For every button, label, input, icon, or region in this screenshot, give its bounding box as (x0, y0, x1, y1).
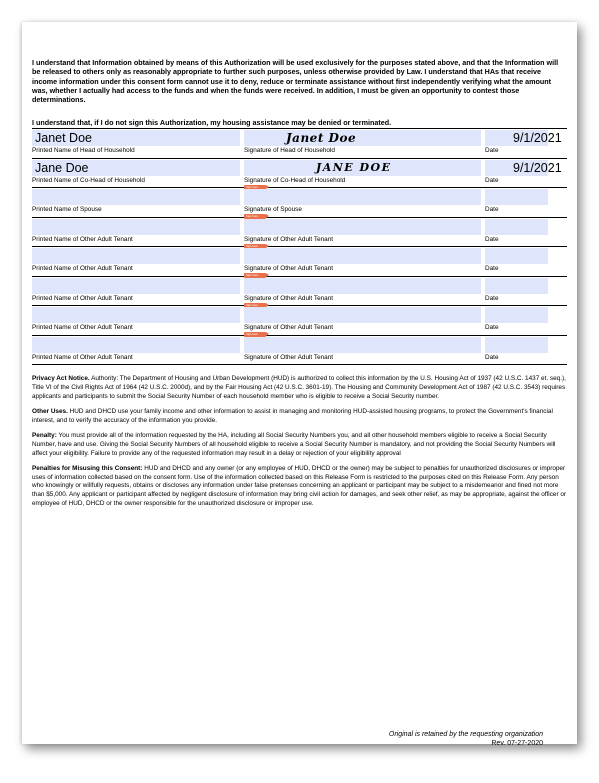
notices-section (32, 375, 567, 508)
date-field[interactable] (485, 337, 548, 353)
signature-label: Signature of Other Adult Tenant (244, 324, 334, 332)
printed-name-field[interactable] (32, 337, 240, 353)
signature-field[interactable]: Janet Doe (244, 130, 481, 146)
sign-here-flag[interactable]: Sign here (244, 185, 266, 190)
printed-name-field[interactable] (32, 248, 240, 264)
name-cell (32, 247, 240, 276)
signature-cell (244, 129, 481, 158)
signature-row (32, 218, 567, 248)
printed-name-field[interactable] (32, 189, 240, 205)
signature-label: Signature of Other Adult Tenant (244, 294, 334, 302)
name-cell (32, 129, 240, 158)
misuse-body: HUD and DHCD and any owner (or any employee of HUD, DHCD or the owner) may be subject to penalties for unauthorized disclosures or improper uses of information collected based on the consent form. Use of the information collected based on this Release Form is restricted to the purposes cited on this Release Form. Any person who knowingly or willfully requests, obtains or discloses any information under false pretenses concerning an applicant or participant may be subject to a misdemeanor and fined not more than $5,000. Any applicant or participant affected by negligent disclosure of information may bring civil action for damages, and seek other relief, as may be appropriate, against the officer or employee of HUD, DHCD or the owner responsible for the unauthorized disclosure or improper use. (32, 465, 567, 507)
signature-row (32, 277, 567, 307)
misuse-notice (32, 465, 567, 508)
printed-name-label: Printed Name of Head of Household (32, 147, 135, 155)
signature-row (32, 188, 567, 218)
printed-name-label: Printed Name of Other Adult Tenant (32, 324, 133, 332)
date-cell (485, 159, 562, 188)
signature-cell (244, 336, 481, 365)
misuse-title: Penalties for Misusing this Consent: (32, 465, 143, 473)
signature-cell (244, 218, 481, 247)
date-label: Date (485, 206, 499, 214)
sign-here-flag[interactable]: Sign here (244, 332, 266, 337)
printed-name-label: Printed Name of Co-Head of Household (32, 176, 145, 184)
signature-field[interactable]: JANE DOE (244, 160, 481, 176)
signature-cell (244, 277, 481, 306)
footer-revision: Rev. 07-27-2020 (491, 740, 543, 747)
sign-here-flag[interactable]: Sign here (244, 214, 266, 219)
printed-name-field[interactable]: Janet Doe (32, 130, 240, 146)
uses-title: Other Uses. (32, 408, 68, 416)
name-cell (32, 159, 240, 188)
signature-row (32, 247, 567, 277)
signature-cell (244, 247, 481, 276)
sign-here-flag[interactable]: Sign here (244, 244, 266, 249)
footer-original-note: Original is retained by the requesting organization (388, 731, 543, 738)
date-field[interactable] (485, 248, 548, 264)
printed-name-label: Printed Name of Other Adult Tenant (32, 294, 133, 302)
other-uses-notice (32, 408, 567, 425)
signature-label: Signature of Other Adult Tenant (244, 353, 334, 361)
sign-here-flag[interactable]: Sign here (244, 273, 266, 278)
privacy-title: Privacy Act Notice. (32, 375, 90, 383)
signature-field[interactable] (244, 248, 481, 264)
printed-name-field[interactable] (32, 219, 240, 235)
signature-label: Signature of Head of Household (244, 147, 335, 155)
name-cell (32, 306, 240, 335)
signature-label: Signature of Other Adult Tenant (244, 235, 334, 243)
signature-cell (244, 188, 481, 217)
signature-label: Signature of Co-Head of Household (244, 176, 346, 184)
page-content (32, 58, 567, 515)
privacy-body: Authority: The Department of Housing and Urban Development (HUD) is authorized to collect this information by the U.S. Housing Act of 1937 (42 U.S.C. 1437 et. seq.), Title VI of the Civil Rights Act of 1964 (42 U.S.C. 2000d), and by the Fair Housing Act (42 U.S.C. 3601-19). The Housing and Community Development Act of 1987 (42 U.S.C. 3543) requires applicants and participants to submit the Social Security Number of each household member who is eligible to receive a Social Security number. (32, 375, 566, 400)
date-cell (485, 188, 548, 217)
signature-field[interactable] (244, 189, 481, 205)
date-cell (485, 129, 562, 158)
date-label: Date (485, 353, 499, 361)
sign-here-flag[interactable]: Sign here (244, 303, 266, 308)
signature-row (32, 129, 567, 159)
date-label: Date (485, 265, 499, 273)
printed-name-label: Printed Name of Other Adult Tenant (32, 235, 133, 243)
privacy-act-notice (32, 375, 567, 401)
uses-body: HUD and DHCD use your family income and other information to assist in managing and monitoring HUD-assisted housing programs, to protect the Government's financial interest, and to verify the accuracy of the information you provide. (32, 408, 553, 424)
date-label: Date (485, 235, 499, 243)
signature-label: Signature of Spouse (244, 206, 302, 214)
signature-field[interactable] (244, 337, 481, 353)
signature-cell (244, 159, 481, 188)
page-footer (389, 730, 543, 748)
date-label: Date (485, 147, 499, 155)
signature-label: Signature of Other Adult Tenant (244, 265, 334, 273)
signature-field[interactable] (244, 219, 481, 235)
printed-name-field[interactable] (32, 307, 240, 323)
signature-field[interactable] (244, 307, 481, 323)
document-page (22, 22, 577, 747)
name-cell (32, 218, 240, 247)
date-label: Date (485, 324, 499, 332)
date-label: Date (485, 176, 499, 184)
signature-cell (244, 306, 481, 335)
printed-name-field[interactable]: Jane Doe (32, 160, 240, 176)
date-field[interactable] (485, 219, 548, 235)
printed-name-label: Printed Name of Other Adult Tenant (32, 265, 133, 273)
printed-name-label: Printed Name of Spouse (32, 206, 102, 214)
date-cell (485, 277, 548, 306)
date-label: Date (485, 294, 499, 302)
name-cell (32, 188, 240, 217)
signature-row (32, 159, 567, 189)
printed-name-field[interactable] (32, 278, 240, 294)
date-field[interactable] (485, 278, 548, 294)
name-cell (32, 336, 240, 365)
authorization-statement: I understand that Information obtained by means of this Authorization will be used exclusively for the purposes stated above, and that the Information will be released to others only as reasonably appropriate to further such purposes, unless otherwise provided by Law. I understand that HAs that receive income information under this consent form cannot use it to deny, reduce or terminate assistance without first independently verifying what the amount was, whether I actually had access to the funds and when the funds were received. In addition, I must be given an opportunity to contest those determinations. (32, 58, 559, 105)
date-field[interactable]: 9/1/2021 (485, 160, 548, 176)
date-field[interactable]: 9/1/2021 (485, 130, 548, 146)
printed-name-label: Printed Name of Other Adult Tenant (32, 353, 133, 361)
date-cell (485, 336, 548, 365)
signature-row (32, 336, 567, 365)
signature-table (32, 128, 567, 365)
date-field[interactable] (485, 307, 548, 323)
date-field[interactable] (485, 189, 548, 205)
signature-field[interactable] (244, 278, 481, 294)
denial-warning: I understand that, if I do not sign this Authorization, my housing assistance may be denied or terminated. (32, 118, 392, 128)
penalty-body: You must provide all of the information requested by the HA, including all Social Security Numbers you, and all other household members eligible to receive a Social Security Number, have and use. Giving the Social Security Numbers of all household eligible to receive a Social Security Number is mandatory, and not providing the Social Security Numbers will affect your eligibility. Failure to provide any of the requested information may result in a delay or rejection of your eligibility approval (32, 432, 556, 457)
date-cell (485, 306, 548, 335)
date-cell (485, 218, 548, 247)
date-cell (485, 247, 548, 276)
penalty-notice (32, 432, 567, 458)
penalty-title: Penalty: (32, 432, 57, 440)
name-cell (32, 277, 240, 306)
signature-row (32, 306, 567, 336)
